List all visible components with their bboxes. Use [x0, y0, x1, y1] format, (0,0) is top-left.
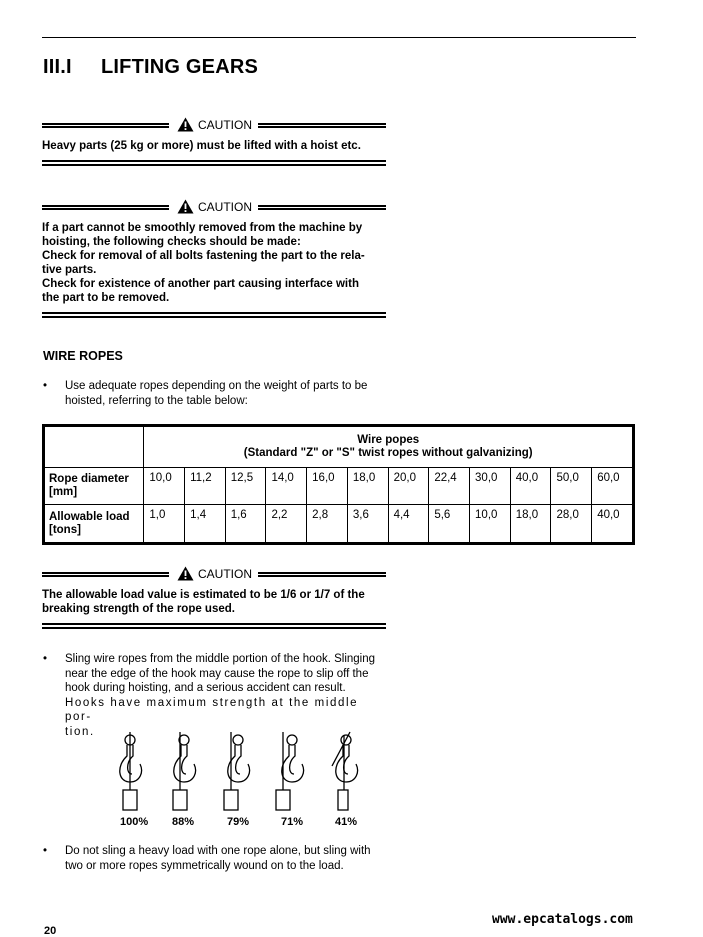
- table-cell: 14,0: [266, 468, 307, 505]
- wire-ropes-heading: WIRE ROPES: [43, 349, 123, 363]
- warning-triangle-icon: [177, 117, 194, 132]
- hook-strength-label: 88%: [172, 816, 195, 828]
- table-header-subtitle: (Standard "Z" or "S" twist ropes without galvanizing): [243, 447, 533, 459]
- caution-footer-rule: [42, 312, 386, 318]
- caution-line: the part to be removed.: [42, 292, 170, 304]
- caution-rule-right: [258, 572, 386, 577]
- hook-strength-label: 71%: [281, 816, 304, 828]
- caution-text: [42, 588, 386, 616]
- caution-rule-left: [42, 205, 169, 210]
- table-cell: 1,4: [185, 505, 226, 544]
- table-cell: 3,6: [347, 505, 388, 544]
- hook-icon: [120, 732, 142, 810]
- section-number: III.I: [43, 56, 72, 78]
- hook-strength-label: 79%: [227, 816, 250, 828]
- caution-line: tive parts.: [42, 264, 97, 276]
- hook-icon: [332, 732, 358, 810]
- table-cell: 1,0: [144, 505, 185, 544]
- table-cell: 60,0: [592, 468, 634, 505]
- caution-header: [42, 566, 386, 583]
- row-label-unit: [mm]: [49, 486, 78, 499]
- hook-icon: [173, 732, 196, 810]
- table-cell: 4,4: [388, 505, 429, 544]
- row-label-unit: [tons]: [49, 523, 81, 536]
- bullet-line: Do not sling a heavy load with one rope alone, but sling with: [65, 845, 371, 857]
- caution-line: hoisting, the following checks should be made:: [42, 236, 301, 248]
- caution-line: The allowable load value is estimated to be 1/6 or 1/7 of the: [42, 589, 365, 601]
- hook-strength-label: 41%: [335, 816, 358, 828]
- table-cell: 10,0: [144, 468, 185, 505]
- table-cell: 40,0: [592, 505, 634, 544]
- hook-strength-illustration: [108, 728, 368, 836]
- caution-text: Heavy parts (25 kg or more) must be lifted with a hoist etc.: [42, 140, 361, 152]
- table-cell: 18,0: [510, 505, 551, 544]
- page-number: 20: [44, 925, 57, 937]
- hook-strength-label: 100%: [120, 816, 149, 828]
- wire-rope-table: [42, 424, 635, 545]
- warning-triangle-icon: [177, 199, 194, 214]
- bullet-sling-middle: [43, 652, 388, 739]
- table-cell: 22,4: [429, 468, 470, 505]
- table-cell: 12,5: [225, 468, 266, 505]
- section-title-text: LIFTING GEARS: [101, 56, 259, 78]
- table-cell: 20,0: [388, 468, 429, 505]
- bullet-multiple-ropes: [43, 844, 388, 873]
- hook-icon: [276, 732, 304, 810]
- row-label-line: Rope diameter: [49, 473, 129, 486]
- bullet-dot: •: [43, 653, 48, 665]
- table-cell: 30,0: [470, 468, 511, 505]
- bullet-line: Hooks have maximum strength at the middle por-: [65, 696, 359, 723]
- table-cell: 5,6: [429, 505, 470, 544]
- caution-rule-right: [258, 205, 386, 210]
- bullet-line: hook during hoisting, and a serious accident can result.: [65, 682, 346, 694]
- table-cell: 1,6: [225, 505, 266, 544]
- table-cell: 2,8: [307, 505, 348, 544]
- table-row-allowable-load: [44, 505, 634, 544]
- caution-footer-rule: [42, 623, 386, 629]
- row-label-line: Allowable load: [49, 510, 130, 523]
- hook-icon: [224, 732, 250, 810]
- caution-header: [42, 117, 386, 134]
- caution-text: [42, 221, 386, 305]
- bullet-dot: •: [43, 380, 48, 392]
- table-cell: 40,0: [510, 468, 551, 505]
- table-header-row: [44, 426, 634, 468]
- caution-header: [42, 199, 386, 216]
- hooks-drawing: [108, 728, 368, 814]
- top-rule: [42, 37, 636, 38]
- caution-box-allowable-load: [42, 566, 386, 629]
- table-header-title: Wire popes: [357, 434, 420, 446]
- warning-triangle-icon: [177, 566, 194, 581]
- row-label-rope-diameter: [44, 468, 144, 505]
- caution-footer-rule: [42, 160, 386, 166]
- table-header-cell: [144, 426, 634, 468]
- caution-rule-left: [42, 123, 169, 128]
- caution-line: If a part cannot be smoothly removed from the machine by: [42, 222, 363, 234]
- table-row-rope-diameter: [44, 468, 634, 505]
- bullet-line: hoisted, referring to the table below:: [65, 394, 248, 407]
- bullet-line: tion.: [65, 725, 95, 738]
- caution-rule-right: [258, 123, 386, 128]
- row-label-allowable-load: [44, 505, 144, 544]
- caution-box-heavy-parts: [42, 117, 386, 166]
- table-cell: 28,0: [551, 505, 592, 544]
- table-cell: 18,0: [347, 468, 388, 505]
- bullet-line: two or more ropes symmetrically wound on to the load.: [65, 859, 344, 872]
- bullet-dot: •: [43, 845, 48, 857]
- caution-line: Check for removal of all bolts fastening the part to the rela-: [42, 250, 365, 262]
- table-cell: 2,2: [266, 505, 307, 544]
- bullet-line: Sling wire ropes from the middle portion of the hook. Slinging: [65, 653, 376, 665]
- table-corner-cell: [44, 426, 144, 468]
- caution-label: CAUTION: [198, 117, 252, 132]
- caution-line: breaking strength of the rope used.: [42, 603, 235, 615]
- caution-line: Check for existence of another part causing interface with: [42, 278, 359, 290]
- table-cell: 10,0: [470, 505, 511, 544]
- table-cell: 16,0: [307, 468, 348, 505]
- table-cell: 11,2: [185, 468, 226, 505]
- bullet-line: Use adequate ropes depending on the weight of parts to be: [65, 380, 368, 392]
- bullet-adequate-ropes: [43, 379, 388, 408]
- bullet-line: near the edge of the hook may cause the rope to slip off the: [65, 667, 369, 680]
- table-cell: 50,0: [551, 468, 592, 505]
- caution-box-removal-checks: [42, 199, 386, 318]
- caution-label: CAUTION: [198, 566, 252, 581]
- section-title: [43, 56, 258, 79]
- watermark-url: www.epcatalogs.com: [492, 912, 633, 927]
- caution-label: CAUTION: [198, 199, 252, 214]
- caution-rule-left: [42, 572, 169, 577]
